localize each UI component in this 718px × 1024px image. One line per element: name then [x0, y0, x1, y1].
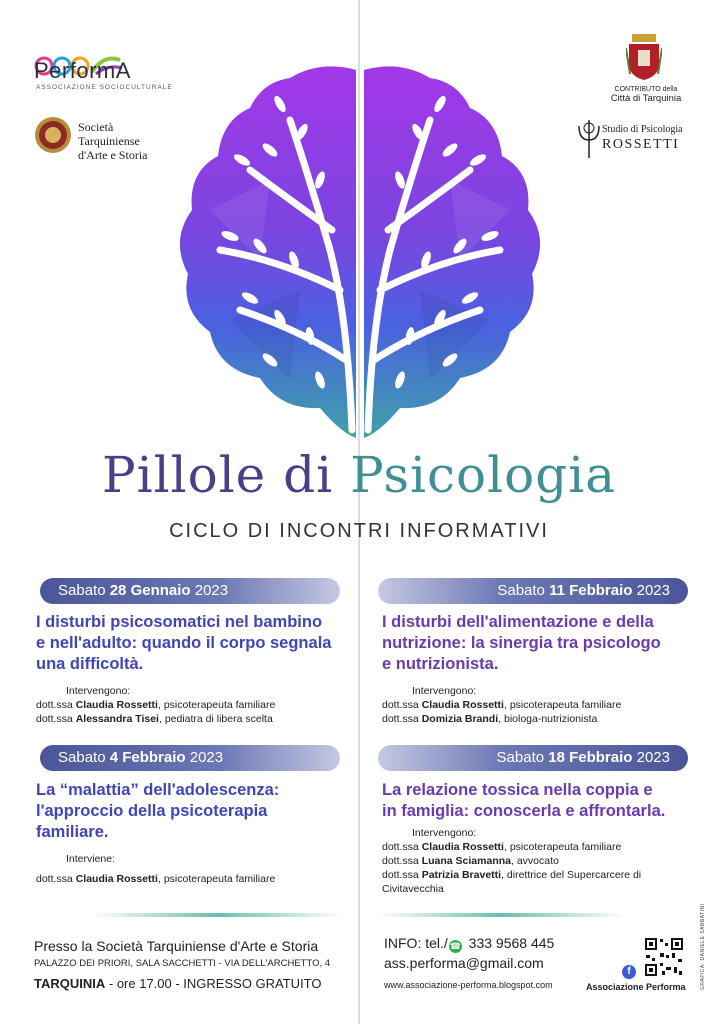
- event-date-bar: Sabato 18 Febbraio 2023: [378, 745, 688, 771]
- event-speakers: Intervengono: dott.ssa Claudia Rossetti, psicoterapeuta familiare dott.ssa Luana Sciamanna, avvocato dott.ssa Patrizia Bravetti, direttrice del Supercarcere di Civitavecchia: [382, 827, 642, 895]
- speaker-line: dott.ssa Alessandra Tisei, pediatra di libera scelta: [36, 713, 273, 725]
- footer-separator: [376, 913, 626, 917]
- info-phone: INFO: tel./ ☎ 333 9568 445: [384, 935, 555, 951]
- contribution-credit: CONTRIBUTO della Città di Tarquinia: [610, 86, 682, 104]
- speaker-line: dott.ssa Claudia Rossetti, psicoterapeuta familiare: [36, 699, 276, 711]
- event-title: La “malattia” dell'adolescenza: l'approccio della psicoterapia familiare.: [36, 781, 280, 841]
- facebook-page-name[interactable]: Associazione Performa: [586, 982, 686, 992]
- societa-seal-icon: [34, 116, 72, 154]
- event-date-bar: Sabato 11 Febbraio 2023: [378, 578, 688, 604]
- event-speakers: Interviene: dott.ssa Claudia Rossetti, psicoterapeuta familiare: [36, 853, 276, 885]
- studio-psi-icon: [576, 118, 602, 160]
- website-link[interactable]: www.associazione-performa.blogspot.com: [384, 980, 553, 990]
- speaker-line: dott.ssa Patrizia Bravetti, direttrice del Supercarcere di: [382, 869, 642, 881]
- page-title: Pillole di Psicologia: [101, 446, 617, 504]
- studio-name: Studio di Psicologia ROSSETTI: [602, 124, 683, 152]
- town-crest-icon: [626, 34, 662, 80]
- facebook-icon[interactable]: f: [622, 965, 636, 979]
- speaker-line: dott.ssa Claudia Rossetti, psicoterapeuta familiare: [382, 699, 622, 711]
- venue-address: PALAZZO DEI PRIORI, SALA SACCHETTI - VIA DELL'ARCHETTO, 4: [34, 958, 331, 969]
- qr-code-icon[interactable]: [644, 937, 684, 977]
- page-subtitle: CICLO DI INCONTRI INFORMATIVI: [169, 520, 549, 542]
- event-date-bar: Sabato 28 Gennaio 2023: [40, 578, 340, 604]
- venue-time: TARQUINIA - ore 17.00 - INGRESSO GRATUITO: [34, 976, 322, 991]
- whatsapp-icon: ☎: [449, 941, 461, 951]
- brain-tree-illustration: [170, 60, 550, 450]
- event-speakers: Intervengono: dott.ssa Claudia Rossetti, psicoterapeuta familiare dott.ssa Domizia Brandi, biologa-nutrizionista: [382, 685, 622, 725]
- event-title: La relazione tossica nella coppia e in famiglia: conoscerla e affrontarla.: [382, 781, 666, 820]
- speaker-line: dott.ssa Domizia Brandi, biologa-nutrizionista: [382, 713, 598, 725]
- event-title: I disturbi psicosomatici nel bambino e nell'adulto: quando il corpo segnala una difficoltà.: [36, 613, 332, 673]
- graphic-credit: GRAFICA: DANIELE SABBATINI: [700, 903, 706, 990]
- event-title: I disturbi dell'alimentazione e della nutrizione: la sinergia tra psicologo e nutrizionista.: [382, 613, 661, 673]
- performa-name: PerformA: [34, 58, 131, 83]
- societa-name: Società Tarquiniense d'Arte e Storia: [78, 120, 148, 162]
- performa-subtitle: ASSOCIAZIONE SOCIOCULTURALE: [36, 84, 173, 91]
- speaker-line: dott.ssa Claudia Rossetti, psicoterapeuta familiare: [36, 873, 276, 885]
- speaker-line: dott.ssa Luana Sciamanna, avvocato: [382, 855, 559, 867]
- speaker-line: dott.ssa Claudia Rossetti, psicoterapeuta familiare: [382, 841, 622, 853]
- event-date-bar: Sabato 4 Febbraio 2023: [40, 745, 340, 771]
- footer-separator: [92, 913, 344, 917]
- venue-line: Presso la Società Tarquiniense d'Arte e Storia: [34, 938, 319, 954]
- event-speakers: Intervengono: dott.ssa Claudia Rossetti, psicoterapeuta familiare dott.ssa Alessandra Tisei, pediatra di libera scelta: [36, 685, 276, 725]
- info-email[interactable]: ass.performa@gmail.com: [384, 955, 544, 971]
